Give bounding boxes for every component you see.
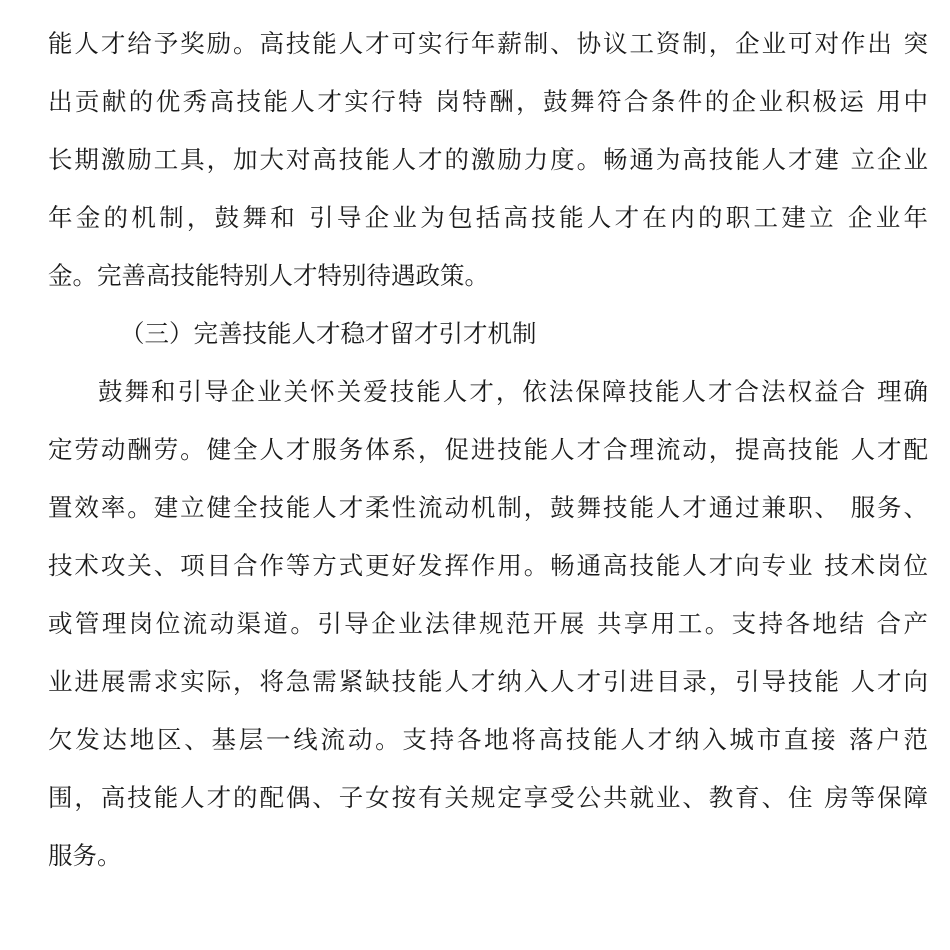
paragraph-2-line-2: 定劳动酬劳。健全人才服务体系，促进技能人才合理流动，提高技能 人才配 — [48, 435, 928, 464]
paragraph-1-line-5: 金。完善高技能特别人才特别待遇政策。 — [48, 261, 489, 290]
paragraph-2-line-7: 欠发达地区、基层一线流动。支持各地将高技能人才纳入城市直接 落户范 — [48, 725, 928, 754]
paragraph-1-line-3: 长期激励工具，加大对高技能人才的激励力度。畅通为高技能人才建 立企业 — [48, 145, 928, 174]
paragraph-1-line-4: 年金的机制，鼓舞和 引导企业为包括高技能人才在内的职工建立 企业年 — [48, 203, 928, 232]
paragraph-1-line-2: 出贡献的优秀高技能人才实行特 岗特酬，鼓舞符合条件的企业积极运 用中 — [48, 87, 928, 116]
paragraph-2-line-6: 业进展需求实际，将急需紧缺技能人才纳入人才引进目录，引导技能 人才向 — [48, 667, 928, 696]
paragraph-2-line-4: 技术攻关、项目合作等方式更好发挥作用。畅通高技能人才向专业 技术岗位 — [48, 551, 928, 580]
paragraph-2-line-5: 或管理岗位流动渠道。引导企业法律规范开展 共享用工。支持各地结 合产 — [48, 609, 928, 638]
paragraph-2-line-3: 置效率。建立健全技能人才柔性流动机制，鼓舞技能人才通过兼职、 服务、 — [48, 493, 928, 522]
paragraph-2-line-1: 鼓舞和引导企业关怀关爱技能人才，依法保障技能人才合法权益合 理确 — [98, 377, 928, 406]
paragraph-1-line-1: 能人才给予奖励。高技能人才可实行年薪制、协议工资制，企业可对作出 突 — [48, 29, 928, 58]
paragraph-2-line-8: 围，高技能人才的配偶、子女按有关规定享受公共就业、教育、住 房等保障 — [48, 783, 928, 812]
section-heading: （三）完善技能人才稳才留才引才机制 — [120, 319, 537, 348]
paragraph-2-line-9: 服务。 — [48, 841, 122, 870]
